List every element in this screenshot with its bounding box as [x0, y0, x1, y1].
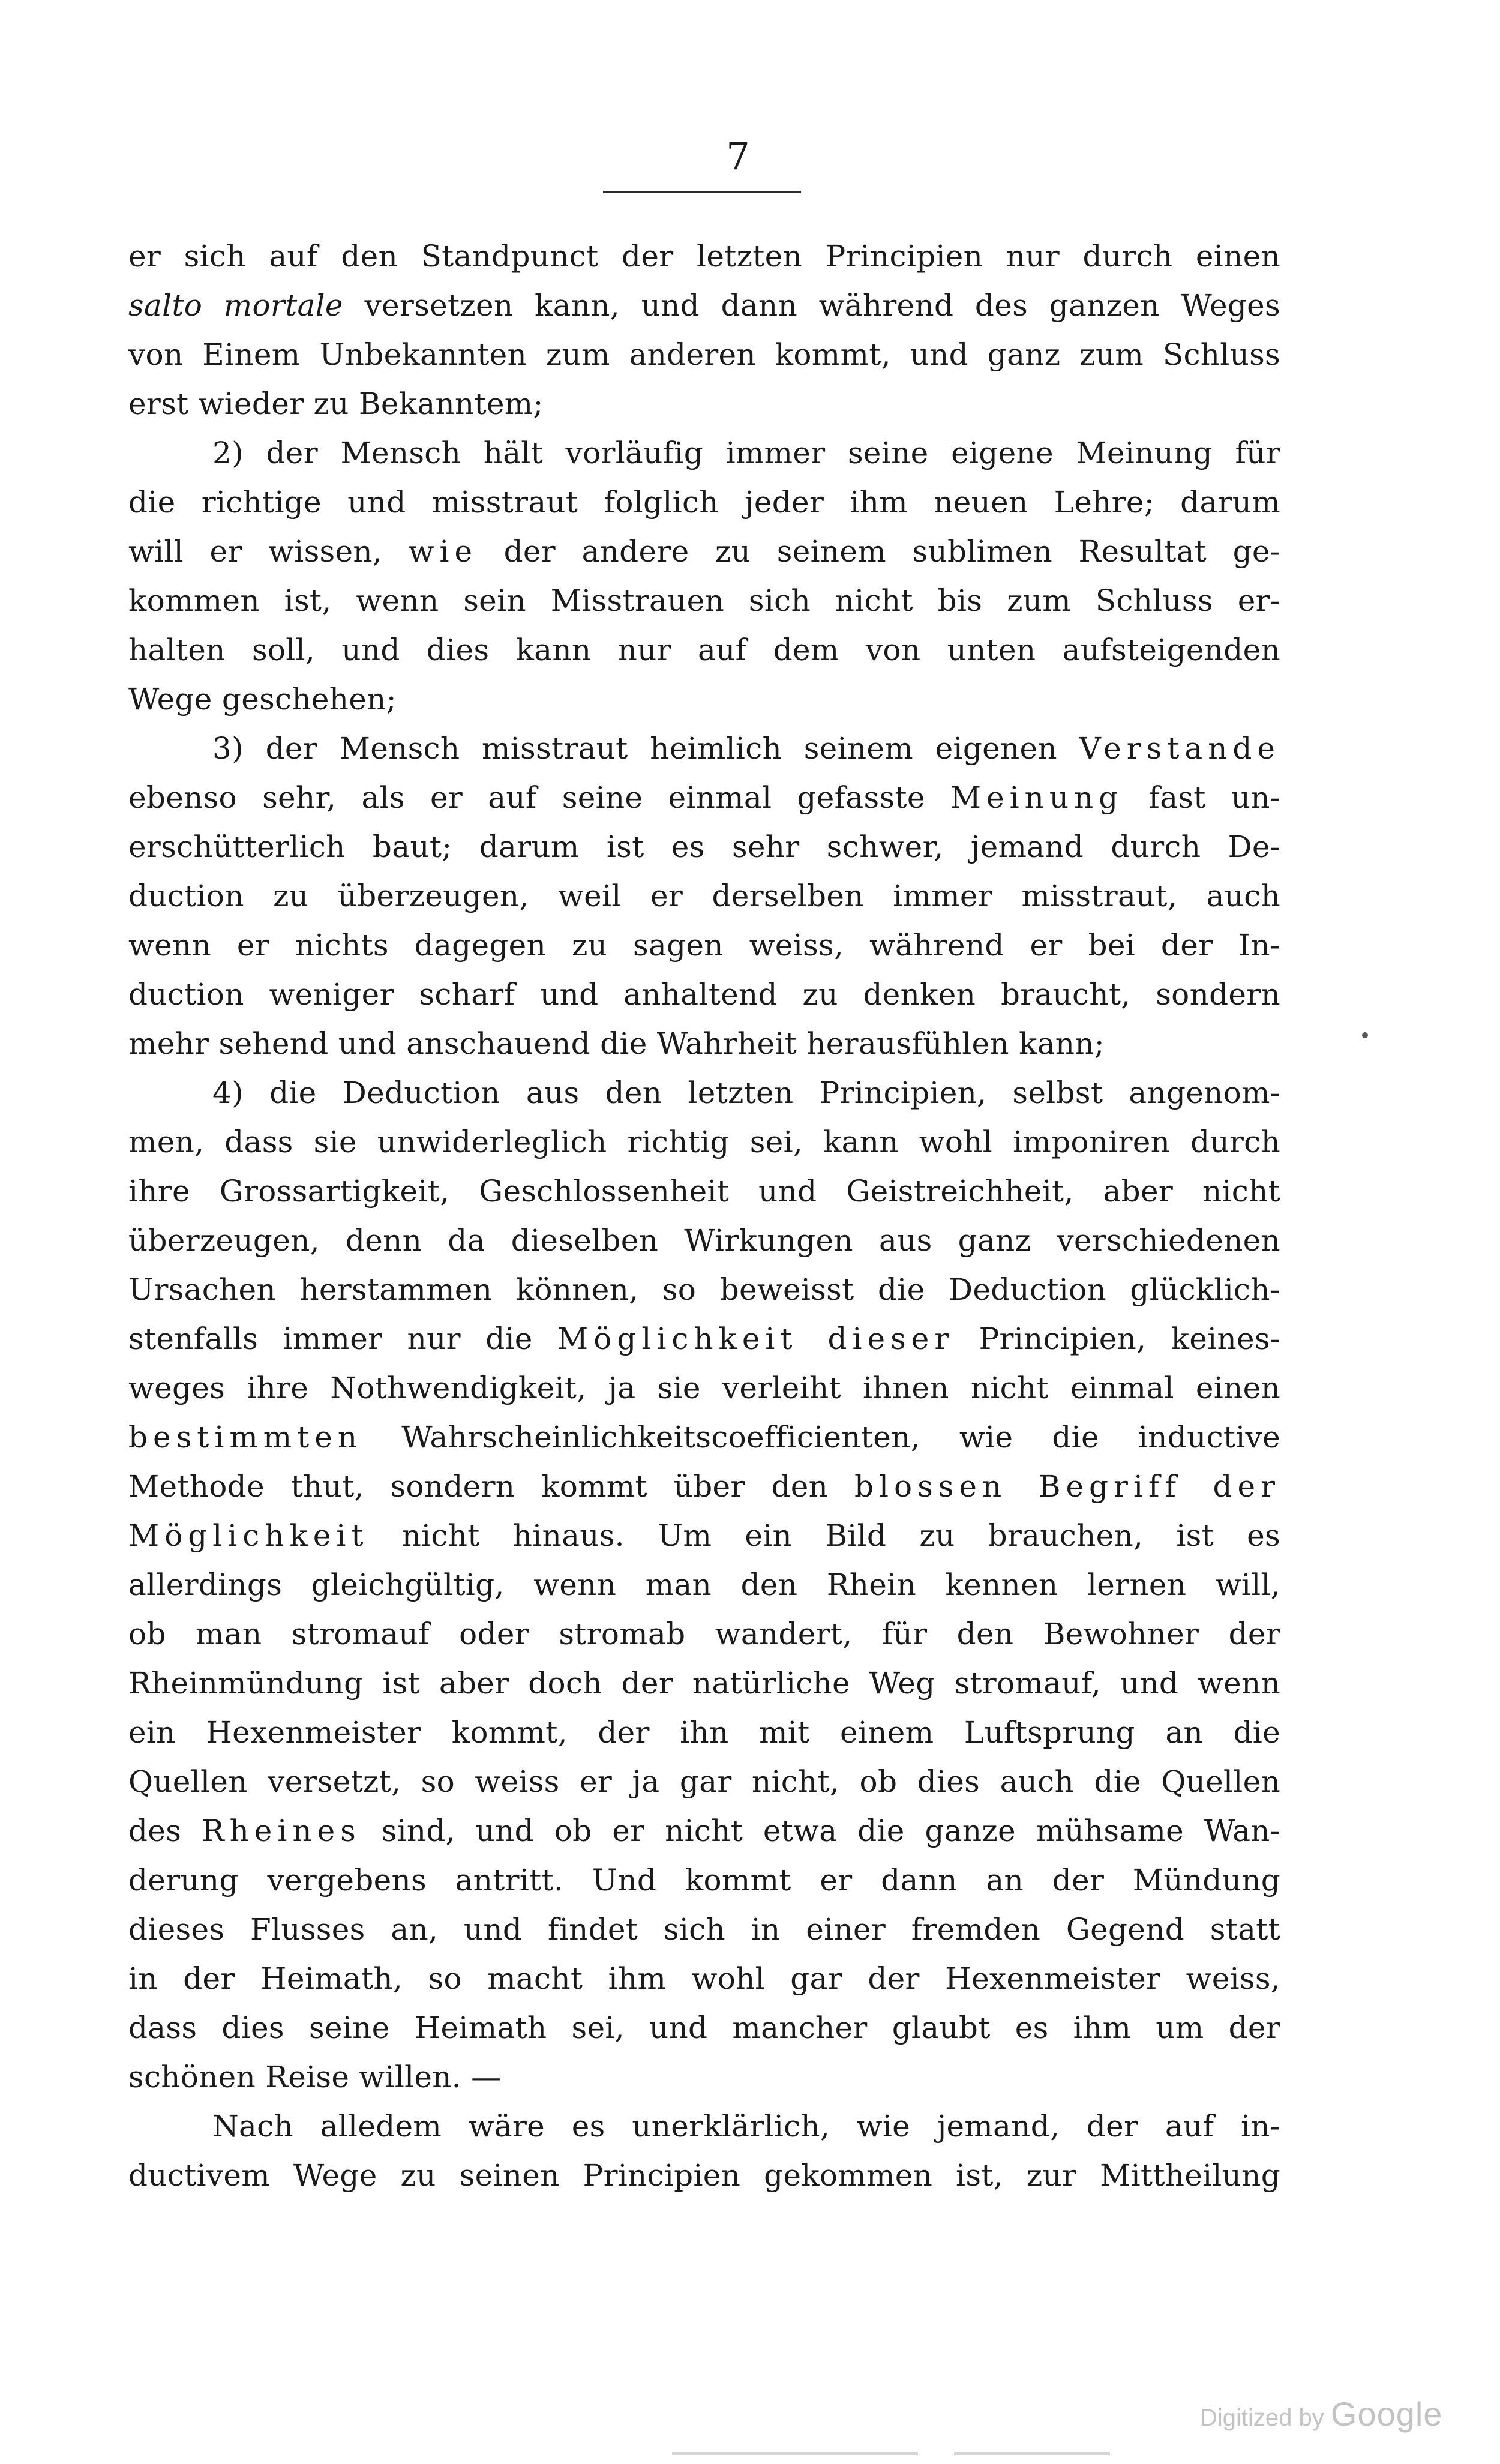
- scan-speck: [1362, 1032, 1368, 1038]
- text-line: duction zu überzeugen, weil er derselben immer misstraut, auch: [128, 879, 1280, 913]
- text-line: [128, 1314, 1280, 1363]
- page-number-rule: [603, 191, 801, 193]
- text-line: ob man stromauf oder stromab wandert, für den Bewohner der: [128, 1617, 1280, 1651]
- text-line: [128, 1806, 1280, 1856]
- text-line: derung vergebens antritt. Und kommt er dann an der Mündung: [128, 1863, 1280, 1898]
- text-line: ihre Grossartigkeit, Geschlossenheit und Geistreichheit, aber nicht: [128, 1174, 1280, 1209]
- google-wordmark: Google: [1330, 2395, 1443, 2433]
- digitized-by-google-watermark: [1200, 2394, 1442, 2433]
- text-line: schönen Reise willen. —: [128, 2060, 502, 2094]
- line-text: Methode thut, sondern kommt über den: [128, 1469, 854, 1504]
- text-line: erschütterlich baut; darum ist es sehr schwer, jemand durch De-: [128, 829, 1280, 864]
- text-line: ein Hexenmeister kommt, der ihn mit einem Luftsprung an die: [128, 1715, 1280, 1750]
- line-text: nicht hinaus. Um ein Bild zu brauchen, ist es: [368, 1518, 1280, 1553]
- line-text: des: [128, 1813, 202, 1848]
- spaced-emphasis: Rheines: [201, 1813, 361, 1848]
- text-line: er sich auf den Standpunct der letzten Principien nur durch einen: [128, 239, 1280, 274]
- line-text: ebenso sehr, als er auf seine einmal gefasste: [128, 780, 950, 815]
- text-line: [128, 1462, 1280, 1511]
- line-text: fast un-: [1123, 780, 1281, 815]
- line-text: versetzen kann, und dann während des ganzen Weges: [343, 288, 1280, 323]
- spaced-emphasis: Möglichkeit dieser: [557, 1321, 955, 1356]
- text-line: die richtige und misstraut folglich jeder ihm neuen Lehre; darum: [128, 485, 1280, 520]
- text-line: in der Heimath, so macht ihm wohl gar der Hexenmeister weiss,: [128, 1961, 1280, 1996]
- text-line: [128, 527, 1280, 576]
- text-line: mehr sehend und anschauend die Wahrheit herausfühlen kann;: [128, 1026, 1105, 1061]
- text-line: dieses Flusses an, und findet sich in einer fremden Gegend statt: [128, 1912, 1280, 1947]
- text-line: [128, 773, 1280, 822]
- text-line: [128, 1511, 1280, 1560]
- text-line: Wege geschehen;: [128, 682, 397, 717]
- text-line: Rheinmündung ist aber doch der natürliche Weg stromauf, und wenn: [128, 1666, 1280, 1701]
- spaced-emphasis: wie: [408, 534, 478, 569]
- spaced-emphasis: blossen Begriff der: [854, 1469, 1280, 1504]
- text-line: Ursachen herstammen können, so beweisst die Deduction glücklich-: [128, 1272, 1280, 1307]
- line-text: 3) der Mensch misstraut heimlich seinem eigenen: [212, 731, 1079, 766]
- line-text: Wahrscheinlichkeitscoefficienten, wie die inductive: [362, 1420, 1280, 1455]
- line-text: will er wissen,: [128, 534, 409, 569]
- line-text: Principien, keines-: [954, 1321, 1280, 1356]
- line-text: sind, und ob er nicht etwa die ganze mühsame Wan-: [361, 1813, 1280, 1848]
- text-line: dass dies seine Heimath sei, und mancher glaubt es ihm um der: [128, 2010, 1280, 2045]
- text-line: ductivem Wege zu seinen Principien gekommen ist, zur Mittheilung: [128, 2158, 1280, 2193]
- text-line: duction weniger scharf und anhaltend zu denken braucht, sondern: [128, 977, 1280, 1012]
- italic-phrase: salto mortale: [128, 288, 343, 323]
- spaced-emphasis: bestimmten: [128, 1420, 363, 1455]
- text-line: [128, 1413, 1280, 1462]
- text-line: halten soll, und dies kann nur auf dem von unten aufsteigenden: [128, 633, 1280, 667]
- body-text: [128, 232, 1280, 2200]
- text-line: von Einem Unbekannten zum anderen kommt, und ganz zum Schluss: [128, 337, 1280, 372]
- paragraph-start-line: 2) der Mensch hält vorläufig immer seine eigene Meinung für: [212, 436, 1280, 470]
- page-number: 7: [726, 134, 750, 178]
- text-line: weges ihre Nothwendigkeit, ja sie verleiht ihnen nicht einmal einen: [128, 1371, 1280, 1405]
- spaced-emphasis: Meinung: [950, 780, 1124, 815]
- text-line: Quellen versetzt, so weiss er ja gar nicht, ob dies auch die Quellen: [128, 1764, 1280, 1799]
- paragraph-start-line: 4) die Deduction aus den letzten Principien, selbst angenom-: [212, 1075, 1280, 1110]
- spaced-emphasis: Verstande: [1079, 731, 1280, 766]
- text-line: wenn er nichts dagegen zu sagen weiss, während er bei der In-: [128, 928, 1280, 963]
- spaced-emphasis: Möglichkeit: [128, 1518, 369, 1553]
- paragraph-start-line: Nach alledem wäre es unerklärlich, wie jemand, der auf in-: [212, 2109, 1280, 2144]
- text-line: überzeugen, denn da dieselben Wirkungen aus ganz verschiedenen: [128, 1223, 1280, 1258]
- text-line: [128, 281, 1280, 330]
- line-text: stenfalls immer nur die: [128, 1321, 558, 1356]
- scan-edge-bar: [954, 2452, 1110, 2455]
- line-text: der andere zu seinem sublimen Resultat ge-: [478, 534, 1280, 569]
- scan-edge-bar: [672, 2452, 918, 2455]
- text-line: kommen ist, wenn sein Misstrauen sich nicht bis zum Schluss er-: [128, 583, 1280, 618]
- paragraph-start-line: [128, 724, 1280, 773]
- text-line: men, dass sie unwiderleglich richtig sei, kann wohl imponiren durch: [128, 1125, 1280, 1159]
- watermark-prefix: Digitized by: [1200, 2405, 1331, 2431]
- text-line: erst wieder zu Bekanntem;: [128, 386, 544, 421]
- text-line: allerdings gleichgültig, wenn man den Rhein kennen lernen will,: [128, 1567, 1280, 1602]
